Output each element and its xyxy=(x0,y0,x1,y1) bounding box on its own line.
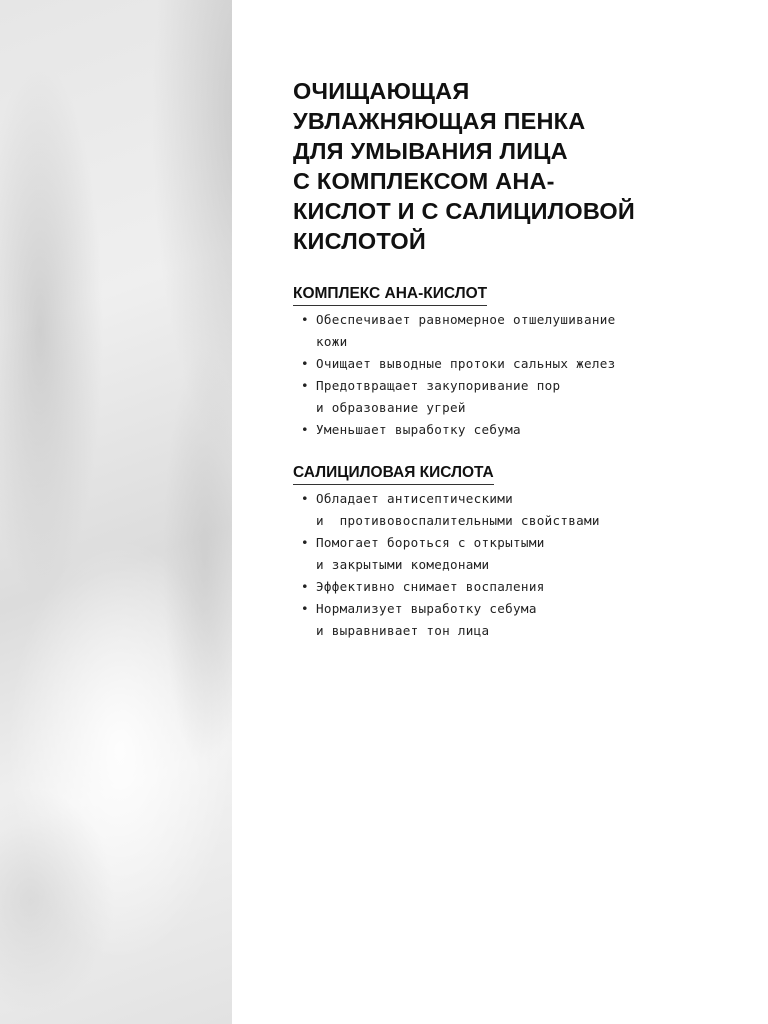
item-line: Уменьшает выработку себума xyxy=(316,422,521,437)
item-line: и выравнивает тон лица xyxy=(316,623,490,638)
list-item xyxy=(293,353,743,375)
item-line: кожи xyxy=(316,334,348,349)
bullet-icon: • xyxy=(301,312,309,327)
bullet-icon: • xyxy=(301,579,309,594)
section-aha xyxy=(293,284,743,441)
item-line: Эффективно снимает воспаления xyxy=(316,579,545,594)
bullet-icon: • xyxy=(301,491,309,506)
list-item xyxy=(293,532,743,576)
list-item xyxy=(293,598,743,642)
bullet-icon: • xyxy=(301,378,309,393)
section-salicylic xyxy=(293,463,743,642)
title-line: КИСЛОТОЙ xyxy=(293,228,426,254)
item-line: Обладает антисептическими xyxy=(316,491,514,506)
item-line: Очищает выводные протоки сальных желез xyxy=(316,356,616,371)
item-line: Обеспечивает равномерное отшелушивание xyxy=(316,312,616,327)
title-line: С КОМПЛЕКСОМ АНА- xyxy=(293,168,555,194)
item-line: и образование угрей xyxy=(316,400,466,415)
list-item xyxy=(293,576,743,598)
bullet-list xyxy=(293,309,743,441)
list-item xyxy=(293,309,743,353)
content xyxy=(293,76,743,642)
title-line: ДЛЯ УМЫВАНИЯ ЛИЦА xyxy=(293,138,568,164)
title-line: КИСЛОТ И С САЛИЦИЛОВОЙ xyxy=(293,198,635,224)
bullet-icon: • xyxy=(301,535,309,550)
product-title xyxy=(293,76,743,256)
bullet-icon: • xyxy=(301,601,309,616)
list-item xyxy=(293,488,743,532)
item-line: и закрытыми комедонами xyxy=(316,557,490,572)
foam-texture-image xyxy=(0,0,232,1024)
bullet-icon: • xyxy=(301,422,309,437)
section-heading: КОМПЛЕКС АНА-КИСЛОТ xyxy=(293,284,487,306)
item-line: Помогает бороться с открытыми xyxy=(316,535,545,550)
bullet-icon: • xyxy=(301,356,309,371)
item-line: Предотвращает закупоривание пор xyxy=(316,378,561,393)
item-line: Нормализует выработку себума xyxy=(316,601,537,616)
bullet-list xyxy=(293,488,743,642)
list-item xyxy=(293,419,743,441)
list-item xyxy=(293,375,743,419)
title-line: ОЧИЩАЮЩАЯ xyxy=(293,78,470,104)
item-line: и противовоспалительными свойствами xyxy=(316,513,600,528)
title-line: УВЛАЖНЯЮЩАЯ ПЕНКА xyxy=(293,108,586,134)
section-heading: САЛИЦИЛОВАЯ КИСЛОТА xyxy=(293,463,494,485)
